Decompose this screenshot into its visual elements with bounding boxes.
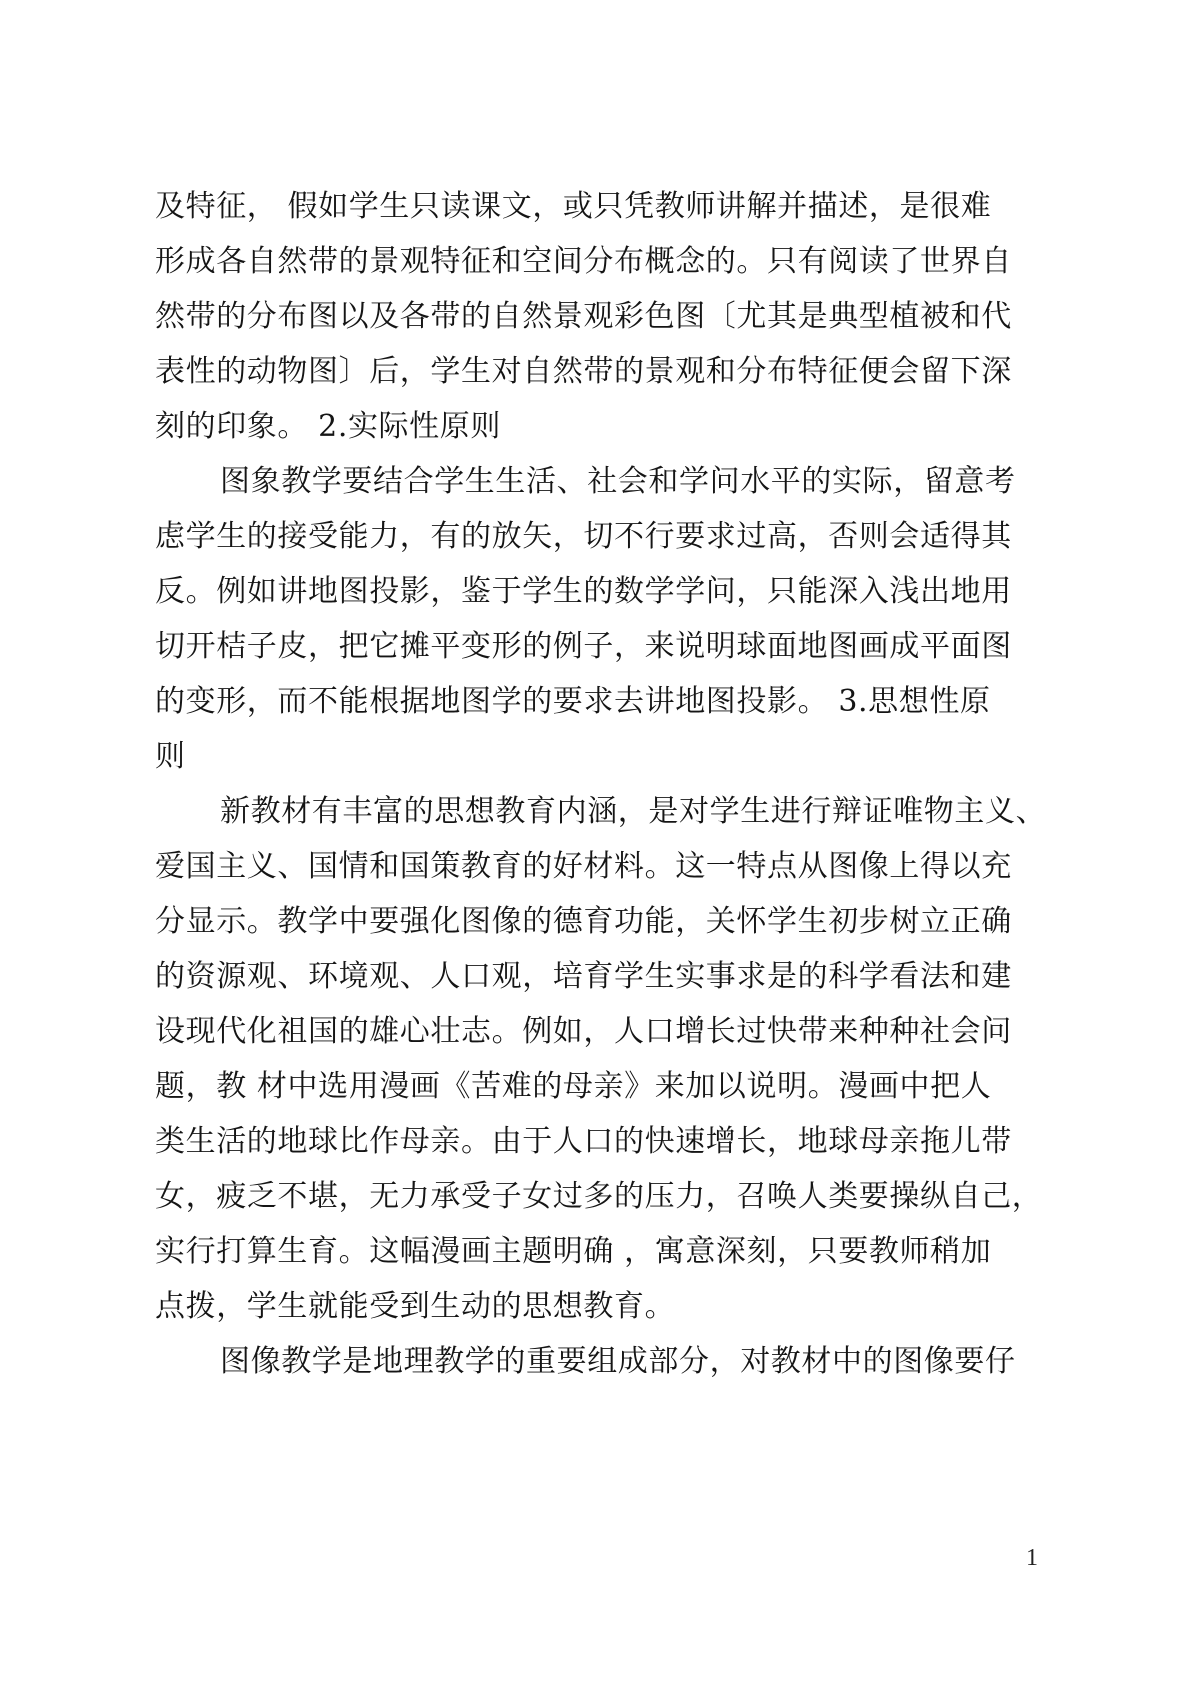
text-line: 题，教 材中选用漫画《苦难的母亲》来加以说明。漫画中把人 (155, 1069, 992, 1104)
text-line: 刻的印象。 2.实际性原则 (155, 409, 501, 444)
text-line: 爱国主义、国情和国策教育的好材料。这一特点从图像上得以充 (155, 849, 1012, 884)
text-line: 反。例如讲地图投影，鉴于学生的数学学问，只能深入浅出地用 (155, 574, 1012, 609)
page-number: 1 (1026, 1545, 1038, 1571)
paragraph-first-line: 图像教学是地理教学的重要组成部分，对教材中的图像要仔 (220, 1344, 1016, 1379)
text-line: 类生活的地球比作母亲。由于人口的快速增长，地球母亲拖儿带 (155, 1124, 1012, 1159)
text-line: 形成各自然带的景观特征和空间分布概念的。只有阅读了世界自 (155, 244, 1012, 279)
text-line: 点拨，学生就能受到生动的思想教育。 (155, 1289, 676, 1324)
text-line: 表性的动物图〕后，学生对自然带的景观和分布特征便会留下深 (155, 354, 1012, 389)
text-line: 切开桔子皮，把它摊平变形的例子，来说明球面地图画成平面图 (155, 629, 1012, 664)
text-line: 的资源观、环境观、人口观，培育学生实事求是的科学看法和建 (155, 959, 1012, 994)
text-line: 然带的分布图以及各带的自然景观彩色图〔尤其是典型植被和代 (155, 299, 1012, 334)
text-line: 的变形，而不能根据地图学的要求去讲地图投影。 3.思想性原 (155, 684, 991, 719)
text-line: 分显示。教学中要强化图像的德育功能，关怀学生初步树立正确 (155, 904, 1012, 939)
text-line: 及特征， 假如学生只读课文，或只凭教师讲解并描述，是很难 (155, 189, 992, 224)
text-line: 则 (155, 739, 186, 774)
text-line: 设现代化祖国的雄心壮志。例如，人口增长过快带来种种社会问 (155, 1014, 1012, 1049)
text-line: 女，疲乏不堪，无力承受子女过多的压力，召唤人类要操纵自己， (155, 1179, 1043, 1214)
text-line: 实行打算生育。这幅漫画主题明确 ，寓意深刻，只要教师稍加 (155, 1234, 992, 1269)
text-line: 虑学生的接受能力，有的放矢，切不行要求过高，否则会适得其 (155, 519, 1012, 554)
paragraph-first-line: 图象教学要结合学生生活、社会和学问水平的实际，留意考 (220, 464, 1016, 499)
paragraph-first-line: 新教材有丰富的思想教育内涵，是对学生进行辩证唯物主义、 (220, 794, 1047, 829)
